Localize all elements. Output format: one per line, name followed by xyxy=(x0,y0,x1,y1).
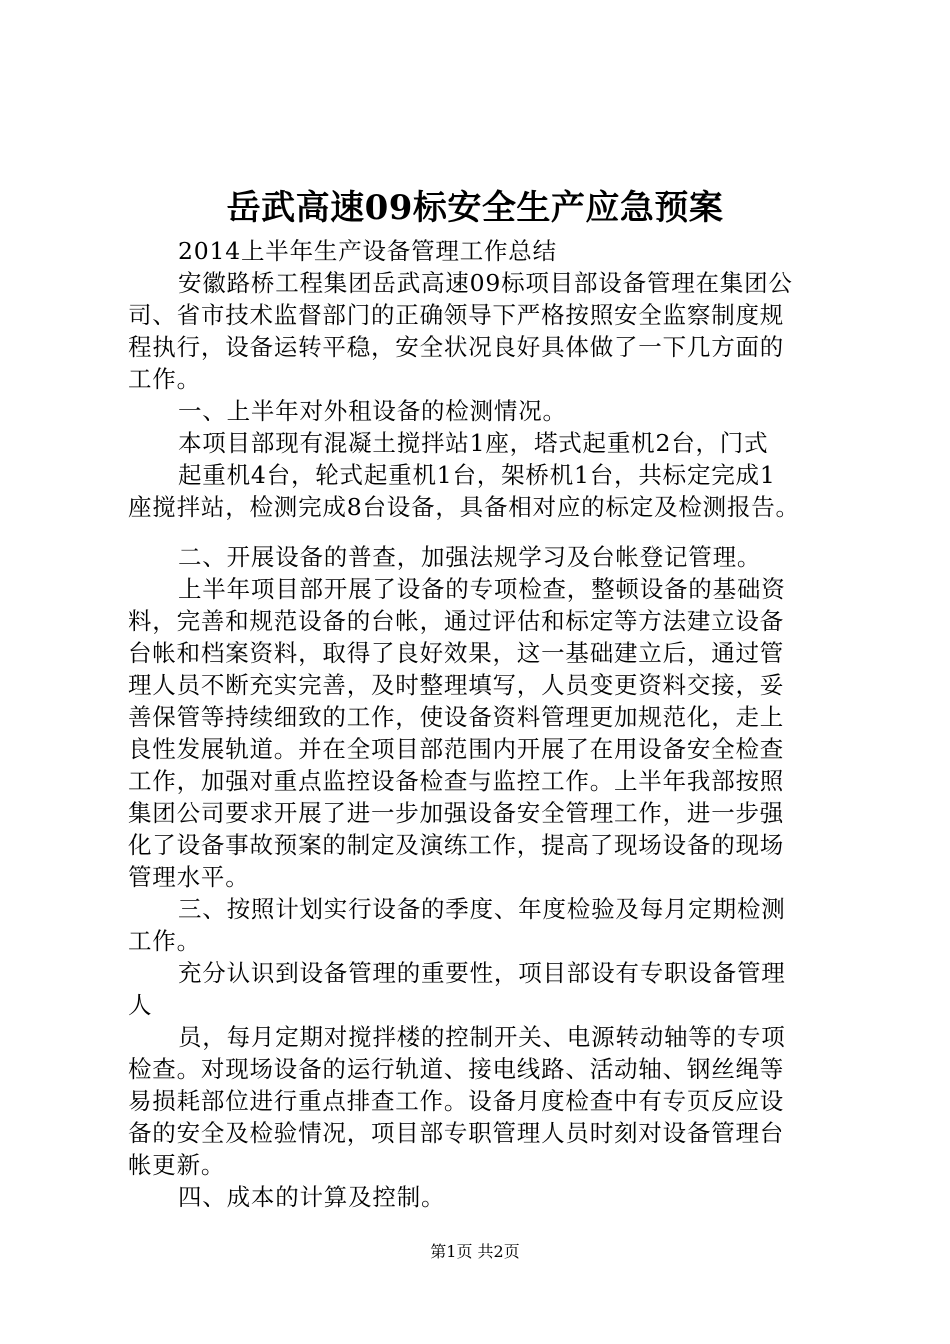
text-line: 一、上半年对外租设备的检测情况。 xyxy=(178,397,567,425)
text-line: 上半年项目部开展了设备的专项检查，整顿设备的基础资 xyxy=(178,575,786,603)
text-line: 司、省市技术监督部门的正确领导下严格按照安全监察制度规 xyxy=(128,301,785,329)
text-line: 良性发展轨道。并在全项目部范围内开展了在用设备安全检查 xyxy=(128,735,785,763)
text-line: 员，每月定期对搅拌楼的控制开关、电源转动轴等的专项 xyxy=(178,1023,786,1051)
text-line: 管理水平。 xyxy=(128,863,250,891)
text-line: 帐更新。 xyxy=(128,1151,226,1179)
text-line: 检查。对现场设备的运行轨道、接电线路、活动轴、钢丝绳等 xyxy=(128,1055,785,1083)
text-line: 座搅拌站，检测完成8台设备，具备相对应的标定及检测报告。 xyxy=(128,493,800,521)
text-line: 台帐和档案资料，取得了良好效果，这一基础建立后，通过管 xyxy=(128,639,785,667)
text-line: 程执行，设备运转平稳，安全状况良好具体做了一下几方面的 xyxy=(128,333,785,361)
text-line: 二、开展设备的普查，加强法规学习及台帐登记管理。 xyxy=(178,543,762,571)
text-line: 三、按照计划实行设备的季度、年度检验及每月定期检测 xyxy=(178,895,786,923)
text-line: 本项目部现有混凝土搅拌站1座，塔式起重机2台，门式 xyxy=(178,429,769,457)
text-line: 人 xyxy=(128,991,153,1019)
text-line: 备的安全及检验情况，项目部专职管理人员时刻对设备管理台 xyxy=(128,1119,785,1147)
page-footer: 第1页 共2页 xyxy=(430,1242,520,1261)
text-line: 工作。 xyxy=(128,365,201,393)
text-line: 工作，加强对重点监控设备检查与监控工作。上半年我部按照 xyxy=(128,767,785,795)
text-line: 理人员不断充实完善，及时整理填写，人员变更资料交接，妥 xyxy=(128,671,785,699)
text-line: 工作。 xyxy=(128,927,201,955)
text-line: 2014上半年生产设备管理工作总结 xyxy=(178,237,557,265)
text-line: 起重机4台，轮式起重机1台，架桥机1台，共标定完成1 xyxy=(178,461,776,489)
text-line: 料，完善和规范设备的台帐，通过评估和标定等方法建立设备 xyxy=(128,607,785,635)
document-title: 岳武高速09标安全生产应急预案 xyxy=(226,188,724,228)
text-line: 充分认识到设备管理的重要性，项目部设有专职设备管理 xyxy=(178,959,786,987)
text-line: 四、成本的计算及控制。 xyxy=(178,1183,446,1211)
text-line: 善保管等持续细致的工作，使设备资料管理更加规范化，走上 xyxy=(128,703,785,731)
text-line: 化了设备事故预案的制定及演练工作，提高了现场设备的现场 xyxy=(128,831,785,859)
text-line: 安徽路桥工程集团岳武高速09标项目部设备管理在集团公 xyxy=(178,269,793,297)
text-line: 集团公司要求开展了进一步加强设备安全管理工作，进一步强 xyxy=(128,799,785,827)
text-line: 易损耗部位进行重点排查工作。设备月度检查中有专页反应设 xyxy=(128,1087,785,1115)
